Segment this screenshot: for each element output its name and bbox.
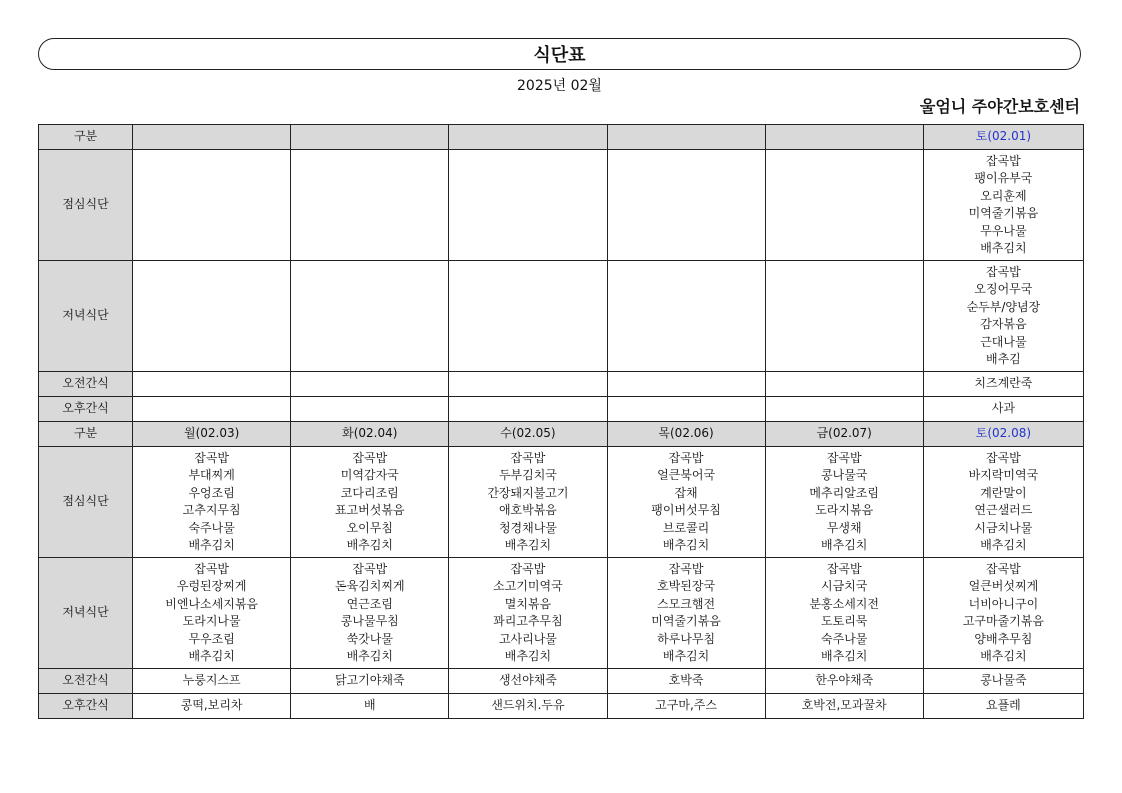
menu-item: 잡채 [674,485,698,500]
day-header: 목(02.06) [607,422,765,447]
dinner-menu-cell [133,558,291,669]
am-snack-cell: 닭고기야채죽 [291,669,449,694]
am-snack-cell [607,372,765,397]
day-header: 토(02.08) [923,422,1083,447]
row-label-dinner: 저녁식단 [39,261,133,372]
pm-snack-cell: 배 [291,694,449,719]
center-name: 울엄니 주야간보호센터 [919,97,1080,116]
menu-item: 쑥갓나물 [346,631,393,646]
menu-item: 배추김치 [980,649,1027,663]
menu-item: 비엔나소세지볶음 [165,596,259,611]
day-header [765,125,923,150]
pm-snack-cell [133,397,291,422]
menu-item: 바지락미역국 [968,468,1039,482]
menu-item: 잡곡밥 [510,561,546,576]
menu-item: 미역줄기볶음 [968,206,1039,220]
pm-snack-cell [607,397,765,422]
menu-item: 잡곡밥 [352,561,388,576]
menu-item: 돈육김치찌게 [335,579,405,593]
menu-item: 하루나무침 [657,631,716,646]
meal-table [38,124,1084,719]
week-1-am-snack-row [39,669,1084,694]
lunch-menu-cell [133,150,291,261]
menu-item: 배추김치 [821,649,868,663]
menu-item: 무우나물 [980,223,1027,238]
row-label-category: 구분 [39,422,133,447]
menu-item: 연근조림 [346,596,393,611]
menu-item: 배추김치 [188,649,235,663]
am-snack-cell: 누룽지스프 [133,669,291,694]
lunch-menu-cell [133,447,291,558]
lunch-menu-cell [923,447,1083,558]
menu-item: 잡곡밥 [986,561,1021,576]
menu-item: 잡곡밥 [986,153,1021,168]
menu-item: 잡곡밥 [194,450,230,465]
menu-item: 메추리알조림 [809,485,879,500]
row-label-pm-snack: 오후간식 [39,397,133,422]
day-header: 수(02.05) [449,422,607,447]
lunch-menu-cell [923,150,1083,261]
menu-item: 스모크햄전 [657,596,716,611]
am-snack-cell: 호박죽 [607,669,765,694]
day-header [291,125,449,150]
menu-item: 숙주나물 [188,520,235,535]
menu-item: 콩나물무침 [340,614,399,628]
week-1-pm-snack-row [39,694,1084,719]
menu-item: 계란말이 [980,485,1027,500]
lunch-menu-cell [765,150,923,261]
dinner-menu-cell [607,558,765,669]
menu-item: 팽이버섯무침 [651,503,721,517]
menu-item: 도라지볶음 [815,503,874,517]
menu-item: 배추김치 [662,649,710,663]
dinner-menu-cell [923,261,1083,372]
row-label-am-snack: 오전간식 [39,372,133,397]
menu-item: 고추지무침 [182,503,241,517]
week-0-dinner-row [39,261,1084,372]
menu-item: 너비아니구이 [968,596,1039,611]
dinner-menu-cell [923,558,1083,669]
menu-item: 배추김치 [346,538,393,552]
menu-item: 도라지나물 [182,614,241,628]
day-header: 금(02.07) [765,422,923,447]
menu-item: 미역줄기볶음 [651,614,721,628]
day-header [607,125,765,150]
menu-item: 잡곡밥 [668,561,704,576]
pm-snack-cell: 요플레 [923,694,1083,719]
menu-item: 잡곡밥 [986,264,1021,279]
menu-item: 근대나물 [980,334,1027,349]
menu-item: 오리훈제 [980,188,1027,203]
menu-item: 도토리묵 [821,614,868,628]
menu-item: 배추김치 [821,538,868,552]
menu-item: 시금치국 [821,579,868,593]
menu-item: 잡곡밥 [826,450,862,465]
menu-item: 연근샐러드 [974,503,1033,517]
menu-item: 콩나물국 [821,468,868,482]
menu-item: 잡곡밥 [510,450,546,465]
am-snack-cell: 치즈계란죽 [923,372,1083,397]
row-label-lunch: 점심식단 [39,150,133,261]
menu-item: 호박된장국 [657,579,716,593]
menu-item: 브로콜리 [662,520,710,535]
pm-snack-cell: 호박전,모과꿀차 [765,694,923,719]
day-header: 월(02.03) [133,422,291,447]
menu-item: 배추김치 [980,538,1027,552]
pm-snack-cell: 고구마,주스 [607,694,765,719]
row-label-category: 구분 [39,125,133,150]
menu-item: 미역감자국 [340,468,399,482]
day-header [449,125,607,150]
menu-item: 배추김치 [346,649,393,663]
week-1-lunch-row [39,447,1084,558]
day-header [133,125,291,150]
menu-item: 소고기미역국 [493,579,563,593]
menu-item: 고구마줄기볶음 [962,614,1044,628]
menu-item: 간장돼지불고기 [487,485,569,500]
menu-item: 얼큰버섯찌게 [968,579,1039,593]
menu-item: 청경채나물 [498,520,557,535]
meal-table-body [39,125,1084,719]
lunch-menu-cell [607,447,765,558]
dinner-menu-cell [449,558,607,669]
pm-snack-cell: 사과 [923,397,1083,422]
page-title: 식단표 [38,38,1081,70]
dinner-menu-cell [765,558,923,669]
menu-item: 두부김치국 [498,468,557,482]
lunch-menu-cell [291,447,449,558]
dinner-menu-cell [291,558,449,669]
menu-item: 멸치볶음 [504,596,552,611]
row-label-pm-snack: 오후간식 [39,694,133,719]
menu-item: 배추김치 [504,538,552,552]
week-0-pm-snack-row [39,397,1084,422]
menu-item: 애호박볶음 [498,503,557,517]
pm-snack-cell: 샌드위치.두유 [449,694,607,719]
row-label-am-snack: 오전간식 [39,669,133,694]
menu-item: 잡곡밥 [826,561,862,576]
lunch-menu-cell [449,150,607,261]
week-0-lunch-row [39,150,1084,261]
menu-item: 숙주나물 [821,631,868,646]
am-snack-cell [449,372,607,397]
menu-item: 잡곡밥 [668,450,704,465]
pm-snack-cell [765,397,923,422]
menu-item: 오징어무국 [974,282,1033,296]
menu-item: 무생채 [826,520,862,535]
menu-item: 코다리조림 [340,485,399,500]
menu-item: 배추김치 [980,241,1027,255]
lunch-menu-cell [291,150,449,261]
week-0-am-snack-row [39,372,1084,397]
lunch-menu-cell [607,150,765,261]
menu-item: 우엉조림 [188,485,235,500]
menu-item: 얼큰북어국 [657,468,716,482]
dinner-menu-cell [133,261,291,372]
row-label-lunch: 점심식단 [39,447,133,558]
menu-item: 배추김치 [662,538,710,552]
menu-item: 우렁된장찌게 [176,579,247,593]
menu-item: 고사리나물 [498,631,557,646]
am-snack-cell [291,372,449,397]
menu-item: 잡곡밥 [194,561,230,576]
menu-item: 배추김 [986,352,1021,366]
pm-snack-cell: 콩떡,보리차 [133,694,291,719]
row-label-dinner: 저녁식단 [39,558,133,669]
menu-item: 표고버섯볶음 [335,503,405,517]
dinner-menu-cell [607,261,765,372]
menu-item: 배추김치 [504,649,552,663]
week-1-header-row [39,422,1084,447]
week-1-dinner-row [39,558,1084,669]
menu-item: 배추김치 [188,538,235,552]
day-header: 화(02.04) [291,422,449,447]
lunch-menu-cell [449,447,607,558]
am-snack-cell: 콩나물죽 [923,669,1083,694]
am-snack-cell [133,372,291,397]
menu-item: 양배추무침 [974,631,1033,646]
dinner-menu-cell [291,261,449,372]
menu-item: 무우조림 [188,631,235,646]
pm-snack-cell [449,397,607,422]
day-header: 토(02.01) [923,125,1083,150]
lunch-menu-cell [765,447,923,558]
am-snack-cell [765,372,923,397]
am-snack-cell: 한우야채죽 [765,669,923,694]
month-subtitle: 2025년 02월 [517,78,602,94]
menu-item: 오이무침 [346,520,393,535]
menu-item: 꽈리고추무침 [493,614,563,628]
menu-item: 감자볶음 [980,317,1027,331]
menu-item: 팽이유부국 [974,171,1033,185]
menu-item: 순두부/양념장 [966,299,1041,314]
menu-item: 잡곡밥 [352,450,388,465]
menu-item: 잡곡밥 [986,450,1021,465]
menu-item: 부대찌게 [188,468,235,482]
menu-item: 분홍소세지전 [809,596,879,611]
am-snack-cell: 생선야채죽 [449,669,607,694]
menu-item: 시금치나물 [974,520,1033,535]
pm-snack-cell [291,397,449,422]
week-0-header-row [39,125,1084,150]
dinner-menu-cell [449,261,607,372]
dinner-menu-cell [765,261,923,372]
